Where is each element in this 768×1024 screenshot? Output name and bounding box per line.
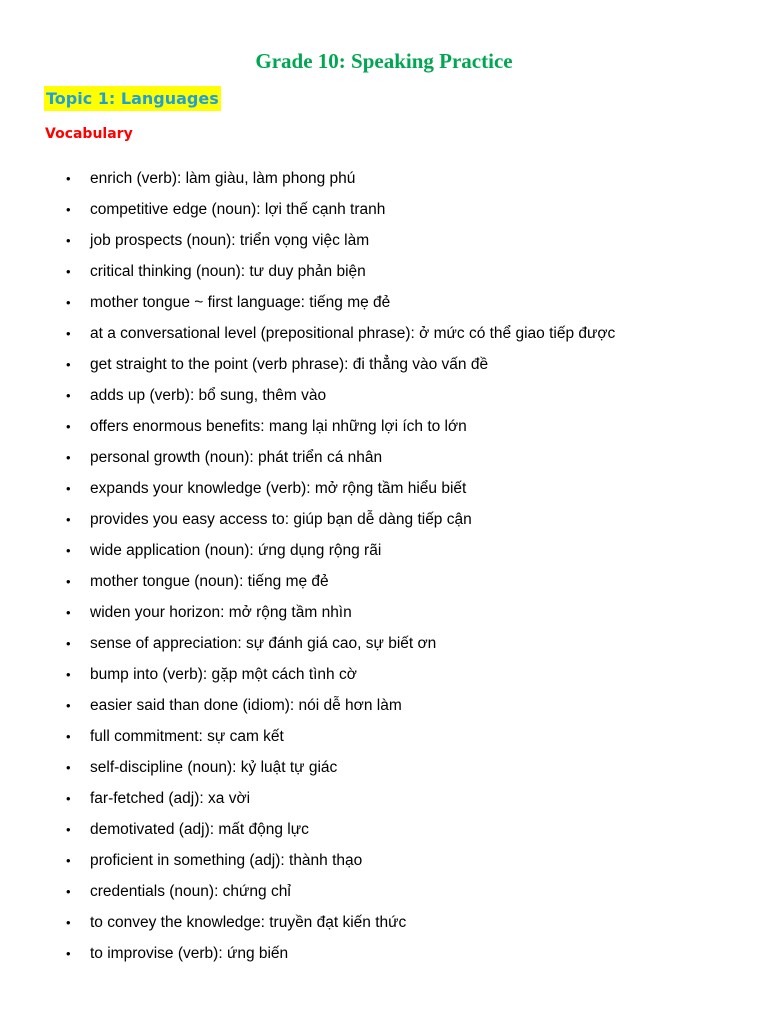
- vocabulary-entry-text: expands your knowledge (verb): mở rộng tầm hiểu biết: [90, 480, 467, 497]
- vocabulary-item: [0, 415, 768, 446]
- vocabulary-entry-text: enrich (verb): làm giàu, làm phong phú: [90, 170, 356, 187]
- bullet-icon: •: [66, 636, 71, 651]
- vocabulary-entry-text: proficient in something (adj): thành thạo: [90, 852, 363, 869]
- vocabulary-entry-text: get straight to the point (verb phrase): đi thẳng vào vấn đề: [90, 356, 489, 373]
- vocabulary-item: [0, 942, 768, 973]
- vocabulary-item: [0, 849, 768, 880]
- vocabulary-entry-text: to improvise (verb): ứng biến: [90, 945, 289, 962]
- bullet-icon: •: [66, 481, 71, 496]
- vocabulary-entry-text: provides you easy access to: giúp bạn dễ dàng tiếp cận: [90, 511, 472, 528]
- vocabulary-entry-text: mother tongue (noun): tiếng mẹ đẻ: [90, 573, 329, 590]
- vocabulary-item: [0, 353, 768, 384]
- vocabulary-item: [0, 694, 768, 725]
- vocabulary-entry-text: at a conversational level (prepositional phrase): ở mức có thể giao tiếp được: [90, 325, 616, 342]
- bullet-icon: •: [66, 853, 71, 868]
- vocabulary-item: [0, 322, 768, 353]
- vocabulary-item: [0, 167, 768, 198]
- bullet-icon: •: [66, 915, 71, 930]
- vocabulary-entry-text: credentials (noun): chứng chỉ: [90, 883, 291, 900]
- vocabulary-entry-text: easier said than done (idiom): nói dễ hơn làm: [90, 697, 402, 714]
- vocabulary-entry-text: competitive edge (noun): lợi thế cạnh tranh: [90, 201, 386, 218]
- bullet-icon: •: [66, 822, 71, 837]
- bullet-icon: •: [66, 326, 71, 341]
- bullet-icon: •: [66, 264, 71, 279]
- bullet-icon: •: [66, 698, 71, 713]
- vocabulary-entry-text: sense of appreciation: sự đánh giá cao, sự biết ơn: [90, 635, 437, 652]
- vocabulary-item: [0, 601, 768, 632]
- vocabulary-item: [0, 229, 768, 260]
- bullet-icon: •: [66, 388, 71, 403]
- vocabulary-entry-text: far-fetched (adj): xa vời: [90, 790, 251, 807]
- bullet-icon: •: [66, 295, 71, 310]
- bullet-icon: •: [66, 884, 71, 899]
- vocabulary-entry-text: widen your horizon: mở rộng tầm nhìn: [90, 604, 352, 621]
- vocabulary-item: [0, 756, 768, 787]
- vocabulary-entry-text: self-discipline (noun): kỷ luật tự giác: [90, 759, 338, 776]
- topic-heading: Topic 1: Languages: [44, 86, 221, 111]
- vocabulary-item: [0, 477, 768, 508]
- vocabulary-entry-text: mother tongue ~ first language: tiếng mẹ đẻ: [90, 294, 391, 311]
- vocabulary-entry-text: offers enormous benefits: mang lại những lợi ích to lớn: [90, 418, 467, 435]
- vocabulary-entry-text: wide application (noun): ứng dụng rộng rãi: [90, 542, 382, 559]
- bullet-icon: •: [66, 202, 71, 217]
- vocabulary-entry-text: job prospects (noun): triển vọng việc làm: [90, 232, 370, 249]
- vocabulary-entry-text: personal growth (noun): phát triển cá nhân: [90, 449, 383, 466]
- vocabulary-item: [0, 632, 768, 663]
- bullet-icon: •: [66, 357, 71, 372]
- bullet-icon: •: [66, 543, 71, 558]
- page-title: Grade 10: Speaking Practice: [255, 49, 513, 73]
- vocabulary-item: [0, 818, 768, 849]
- bullet-icon: •: [66, 729, 71, 744]
- vocabulary-item: [0, 880, 768, 911]
- vocabulary-item: [0, 787, 768, 818]
- vocabulary-item: [0, 446, 768, 477]
- vocabulary-list: [0, 167, 768, 973]
- bullet-icon: •: [66, 605, 71, 620]
- vocabulary-entry-text: to convey the knowledge: truyền đạt kiến thức: [90, 914, 407, 931]
- section-heading-vocabulary: Vocabulary: [45, 126, 133, 142]
- bullet-icon: •: [66, 450, 71, 465]
- vocabulary-entry-text: adds up (verb): bổ sung, thêm vào: [90, 387, 327, 404]
- vocabulary-item: [0, 508, 768, 539]
- bullet-icon: •: [66, 233, 71, 248]
- vocabulary-item: [0, 198, 768, 229]
- bullet-icon: •: [66, 419, 71, 434]
- vocabulary-entry-text: full commitment: sự cam kết: [90, 728, 284, 745]
- bullet-icon: •: [66, 171, 71, 186]
- vocabulary-item: [0, 911, 768, 942]
- vocabulary-entry-text: critical thinking (noun): tư duy phản biện: [90, 263, 366, 280]
- vocabulary-item: [0, 570, 768, 601]
- vocabulary-item: [0, 663, 768, 694]
- vocabulary-item: [0, 384, 768, 415]
- bullet-icon: •: [66, 760, 71, 775]
- bullet-icon: •: [66, 946, 71, 961]
- bullet-icon: •: [66, 512, 71, 527]
- bullet-icon: •: [66, 574, 71, 589]
- vocabulary-item: [0, 725, 768, 756]
- vocabulary-entry-text: bump into (verb): gặp một cách tình cờ: [90, 666, 357, 683]
- vocabulary-item: [0, 260, 768, 291]
- vocabulary-entry-text: demotivated (adj): mất động lực: [90, 821, 309, 838]
- bullet-icon: •: [66, 791, 71, 806]
- vocabulary-item: [0, 291, 768, 322]
- bullet-icon: •: [66, 667, 71, 682]
- vocabulary-item: [0, 539, 768, 570]
